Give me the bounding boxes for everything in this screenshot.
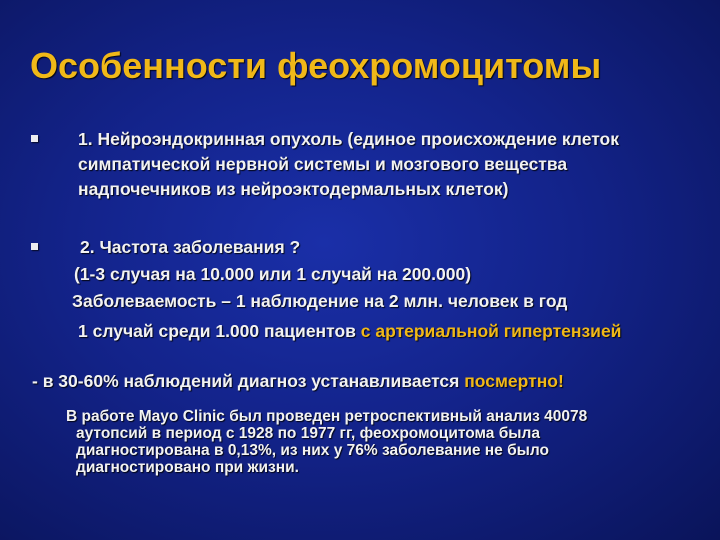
item2-line1: (1-3 случая на 10.000 или 1 случай на 200.000): [74, 264, 472, 284]
item1-line1: 1. Нейроэндокринная опухоль (единое происхождение клеток: [78, 129, 619, 149]
note-line4: диагностировано при жизни.: [76, 459, 299, 476]
item2-line3: [78, 319, 621, 344]
note-line1: В работе Mayo Clinic был проведен ретроспективный анализ 40078: [66, 408, 588, 425]
item2-line3-highlight: с артериальной гипертензией: [360, 321, 622, 341]
bullet-square-icon: [31, 135, 38, 142]
item3-line: [32, 369, 564, 394]
note-line3: диагностирована в 0,13%, из них у 76% заболевание не было: [76, 442, 549, 459]
item1-line3: надпочечников из нейроэктодермальных клеток): [78, 179, 509, 199]
item1-line2: симпатической нервной системы и мозгового вещества: [78, 154, 568, 174]
item2-line2: Заболеваемость – 1 наблюдение на 2 млн. человек в год: [72, 291, 568, 311]
item2-heading: 2. Частота заболевания ?: [80, 237, 301, 257]
bullet-square-icon: [31, 243, 38, 250]
item3-highlight: посмертно!: [464, 371, 564, 391]
item2-line3-text: 1 случай среди 1.000 пациентов: [78, 321, 361, 341]
item3-text: - в 30-60% наблюдений диагноз устанавливается: [32, 371, 465, 391]
note-line2: аутопсий в период с 1928 по 1977 гг, феохромоцитома была: [76, 425, 540, 442]
slide-title: Особенности феохромоцитомы: [30, 45, 602, 86]
